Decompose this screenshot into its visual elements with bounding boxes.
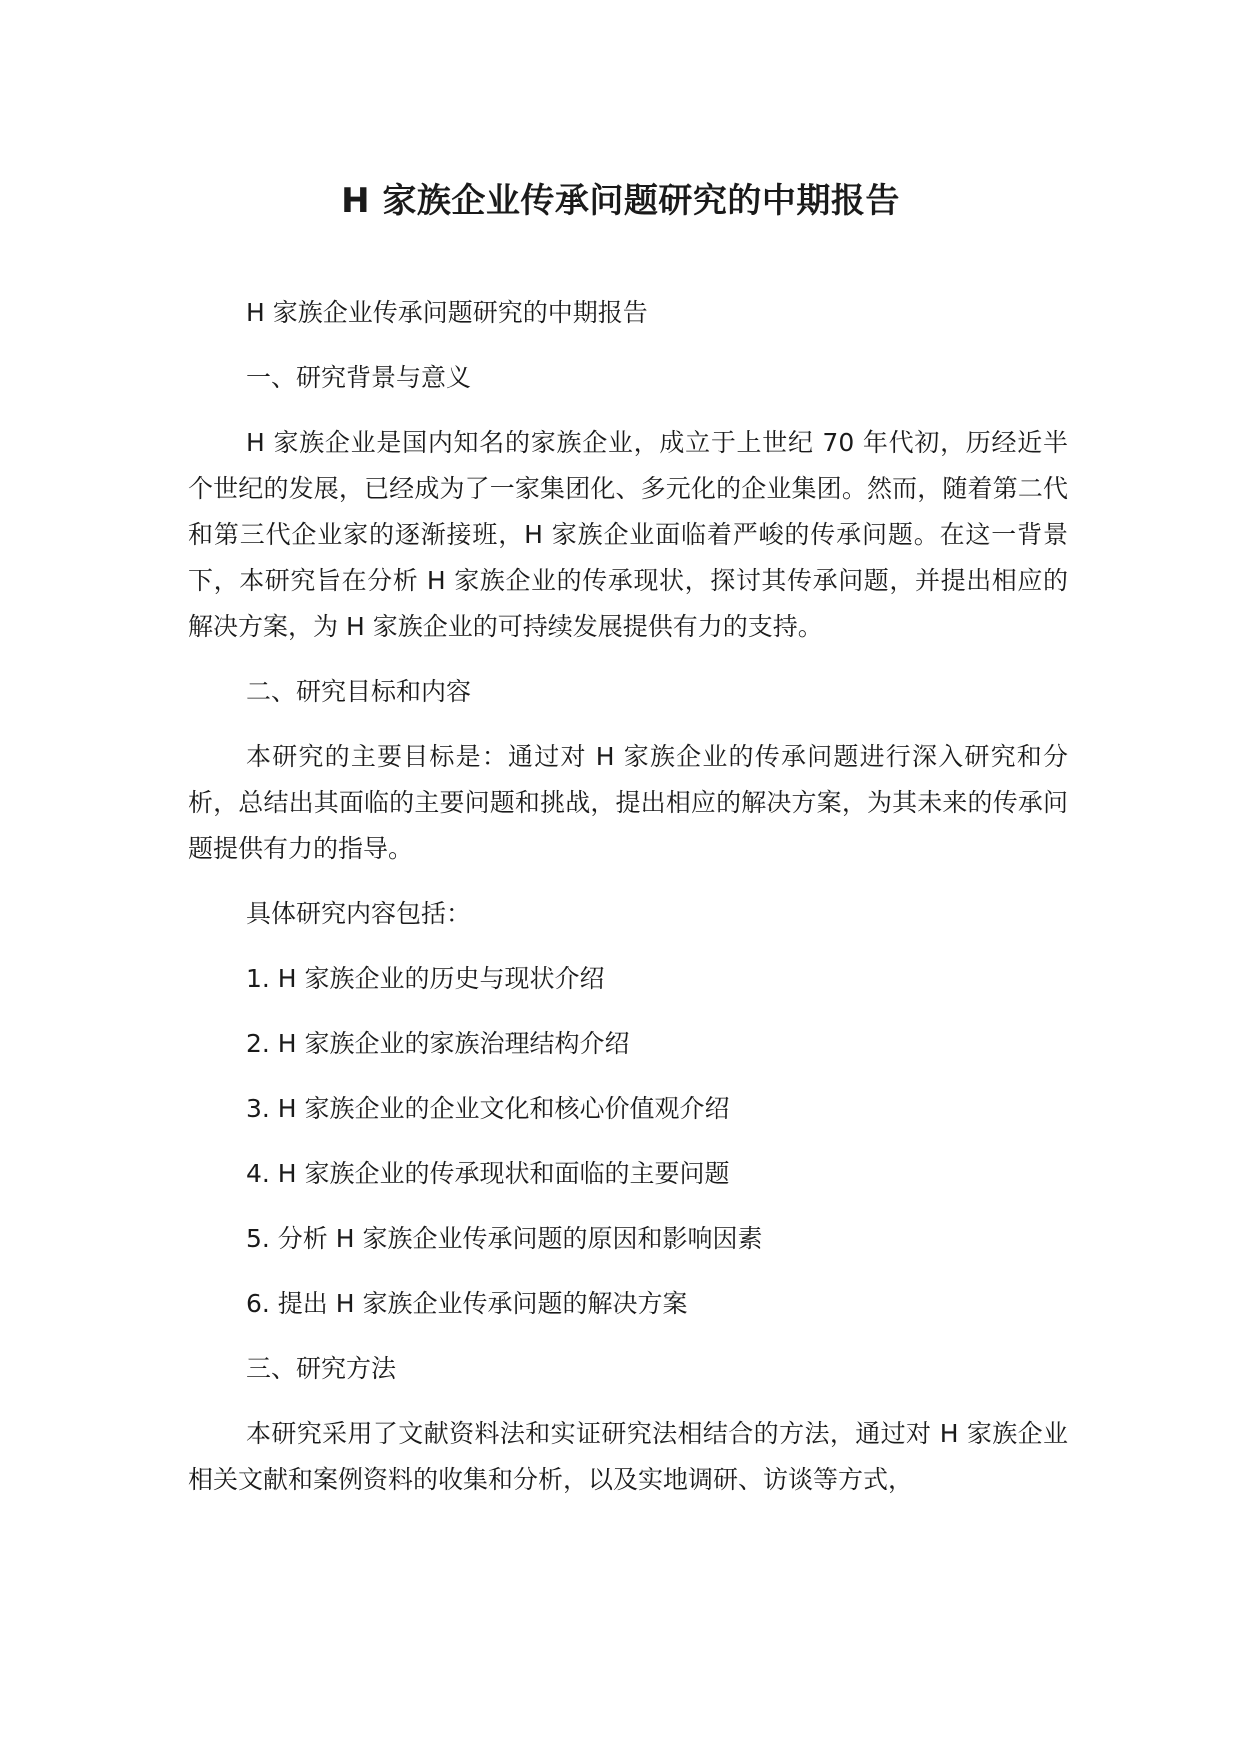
list-item: 5. 分析 H 家族企业传承问题的原因和影响因素 <box>246 1224 763 1253</box>
paragraph-subtitle: H 家族企业传承问题研究的中期报告 <box>246 298 648 327</box>
document-body <box>188 290 1068 1522</box>
list-item: 1. H 家族企业的历史与现状介绍 <box>246 964 605 993</box>
section-heading-methods: 三、研究方法 <box>246 1354 397 1383</box>
paragraph-objectives: 本研究的主要目标是：通过对 H 家族企业的传承问题进行深入研究和分析，总结出其面临的主要问题和挑战，提出相应的解决方案，为其未来的传承问题提供有力的指导。 <box>188 742 1068 863</box>
section-heading-objectives: 二、研究目标和内容 <box>246 677 472 706</box>
paragraph-content-intro: 具体研究内容包括： <box>246 899 472 928</box>
list-item: 6. 提出 H 家族企业传承问题的解决方案 <box>246 1289 688 1318</box>
section-heading-background: 一、研究背景与意义 <box>246 363 472 392</box>
paragraph-methods: 本研究采用了文献资料法和实证研究法相结合的方法，通过对 H 家族企业相关文献和案例资料的收集和分析，以及实地调研、访谈等方式， <box>188 1419 1068 1494</box>
list-item: 2. H 家族企业的家族治理结构介绍 <box>246 1029 630 1058</box>
list-item: 3. H 家族企业的企业文化和核心价值观介绍 <box>246 1094 730 1123</box>
paragraph-background: H 家族企业是国内知名的家族企业，成立于上世纪 70 年代初，历经近半个世纪的发展，已经成为了一家集团化、多元化的企业集团。然而，随着第二代和第三代企业家的逐渐接班，H 家族企业面临着严峻的传承问题。在这一背景下，本研究旨在分析 H 家族企业的传承现状，探讨其传承问题，并提出相应的解决方案，为 H 家族企业的可持续发展提供有力的支持。 <box>188 428 1068 641</box>
list-item: 4. H 家族企业的传承现状和面临的主要问题 <box>246 1159 730 1188</box>
document-title: H 家族企业传承问题研究的中期报告 <box>341 181 900 221</box>
